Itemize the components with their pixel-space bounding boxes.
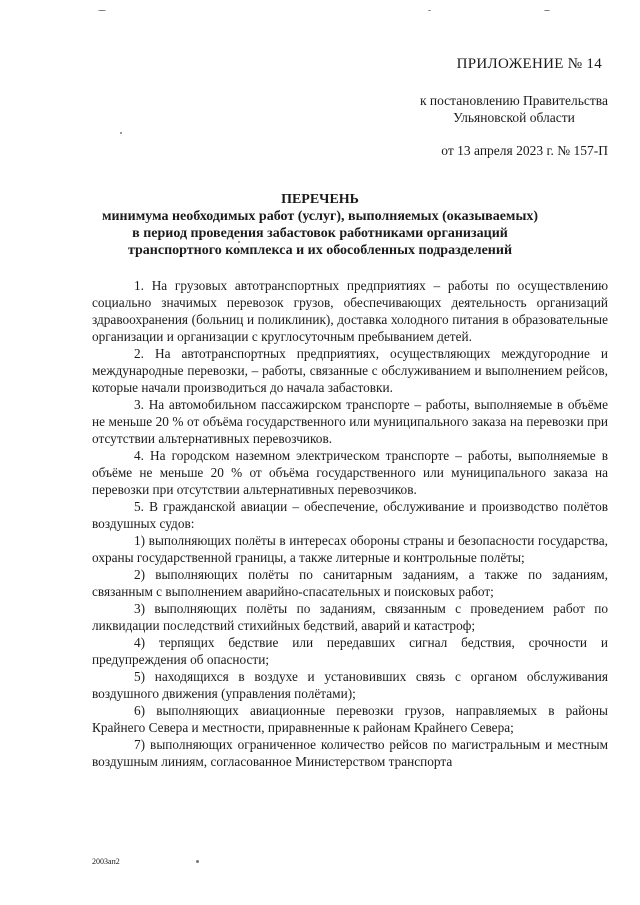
paragraph: 3. На автомобильном пассажирском транспорте – работы, выполняемые в объёме не меньше 20 % от объёма государственного или муниципального заказа на перевозки при отсутствии альтернативных перевозчиков.: [92, 397, 608, 446]
list-item: 7) выполняющих ограниченное количество рейсов по магистральным и местным воздушным линиям, согласованное Министерством транспорта: [92, 737, 608, 769]
appendix-number: ПРИЛОЖЕНИЕ № 14: [456, 56, 602, 72]
list-item: 6) выполняющих авиационные перевозки грузов, направляемых в районы Крайнего Севера и местности, приравненные к районам Крайнего Севера;: [92, 703, 608, 735]
document-body: [92, 277, 608, 770]
scan-speck: [120, 132, 122, 134]
decree-date: от 13 апреля 2023 г. № 157-П: [441, 143, 608, 158]
scan-speck: [238, 241, 240, 243]
paragraph: 5. В гражданской авиации – обеспечение, обслуживание и производство полётов воздушных судов:: [92, 499, 608, 531]
list-item: 1) выполняющих полёты в интересах обороны страны и безопасности государства, охраны государственной границы, а также литерные и контрольные полёты;: [92, 533, 608, 565]
decree-to: к постановлению Правительства: [419, 93, 608, 108]
scan-speck: [544, 10, 550, 11]
scan-speck: [196, 860, 199, 863]
region-name: Ульяновской области: [453, 110, 575, 125]
list-item: 3) выполняющих полёты по заданиям, связанным с проведением работ по ликвидации последствий стихийных бедствий, аварий и катастроф;: [92, 601, 608, 633]
title-line-4: транспортного комплекса и их обособленных подразделений: [127, 243, 513, 258]
decree-reference: [420, 92, 608, 126]
scan-speck: [98, 10, 106, 11]
paragraph: 2. На автотранспортных предприятиях, осуществляющих междугородние и международные перевозки, – работы, связанные с обслуживанием и выполнением рейсов, которые начали производиться до начала забастовки.: [92, 346, 608, 395]
footer-code: 2003ап2: [92, 857, 120, 866]
scan-speck: [428, 10, 431, 11]
list-item: 5) находящихся в воздухе и установивших связь с органом обслуживания воздушного движения (управления полётами);: [92, 669, 608, 701]
list-item: 2) выполняющих полёты по санитарным заданиям, а также по заданиям, связанным с выполнением аварийно-спасательных и поисковых работ;: [92, 567, 608, 599]
title-line-2: минимума необходимых работ (услуг), выполняемых (оказываемых): [101, 209, 539, 224]
paragraph: 1. На грузовых автотранспортных предприятиях – работы по осуществлению социально значимых перевозок грузов, обеспечивающих деятельность организаций здравоохранения (больниц и поликлиник), доставка холодного питания в образовательные организации и организации с круглосуточным пребыванием детей.: [92, 278, 608, 344]
title-line-3: в период проведения забастовок работниками организаций: [132, 226, 508, 241]
paragraph: 4. На городском наземном электрическом транспорте – работы, выполняемые в объёме не меньше 20 % от объёма государственного или муниципального заказа на перевозки при отсутствии альтернативных перевозчиков.: [92, 448, 608, 497]
title-line-1: ПЕРЕЧЕНЬ: [281, 192, 359, 207]
document-title: [0, 191, 640, 259]
list-item: 4) терпящих бедствие или передавших сигнал бедствия, срочности и предупреждения об опасности;: [92, 635, 608, 667]
